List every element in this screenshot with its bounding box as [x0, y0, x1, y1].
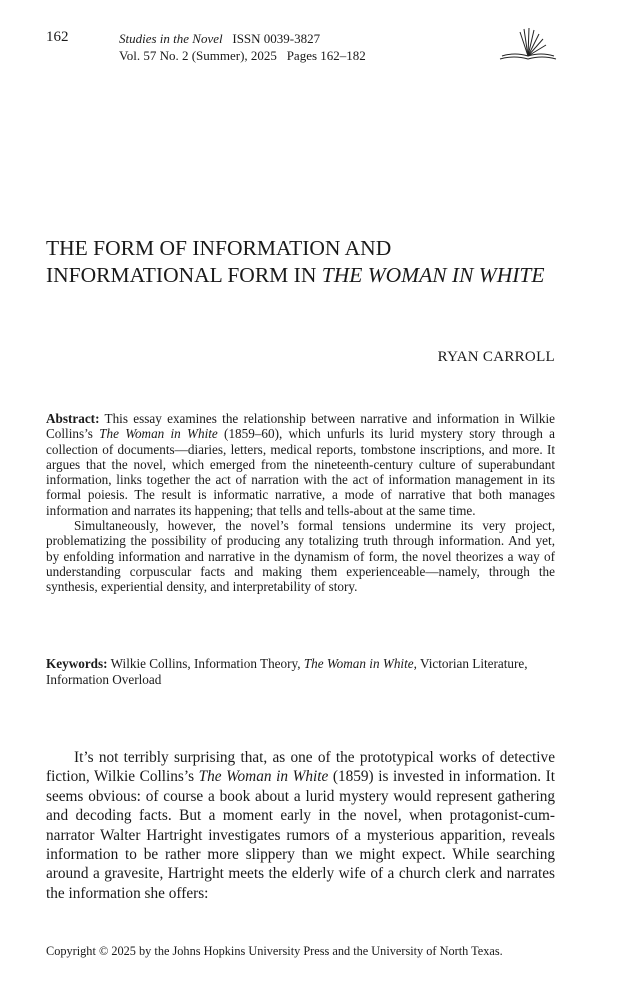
abstract-paragraph-1 [46, 411, 555, 518]
title-text: THE FORM OF INFORMATION AND INFORMATIONAL FORM IN [46, 236, 392, 287]
open-book-icon [498, 26, 558, 62]
issue: Vol. 57 No. 2 (Summer), 2025 [119, 48, 277, 63]
body-paragraph-1 [46, 748, 555, 903]
abstract-paragraph-2: Simultaneously, however, the novel’s formal tensions undermine its very project, problematizing the possibility of producing any totalizing truth through information. And yet, by enfolding information and narrative in the dynamism of form, the novel theorizes a way of understanding corpuscular facts and making them experienceable—namely, through the synthesis, experiential density, and interpretability of story. [46, 518, 555, 595]
journal-line-1 [119, 30, 366, 47]
issn: ISSN 0039-3827 [232, 31, 321, 46]
abstract-label: Abstract: [46, 411, 100, 426]
keywords-text-1: Wilkie Collins, Information Theory, [107, 656, 304, 671]
keywords [46, 656, 555, 688]
keywords-italic: The Woman in White [303, 656, 414, 671]
abstract-text-1b: (1859–60), which unfurls its lurid mystery story through a collection of documents—diaries, letters, medical reports, tombstone inscriptions, and more. It argues that the novel, which emerged from the nineteenth-century culture of superabundant information, links together the act of narration with the act of information management in its formal poiesis. The result is informatic narrative, a mode of narrative that both manages information and narrates its happening; that tells and tells-about at the same time. [46, 426, 555, 518]
abstract-title-italic: The Woman in White [99, 426, 218, 442]
title-italic: THE WOMAN IN WHITE [321, 263, 545, 287]
journal-line-2 [119, 47, 366, 64]
article-title [46, 235, 566, 289]
keywords-text-2: , Victorian Literature, Information Overload [46, 656, 528, 687]
journal-name: Studies in the Novel [119, 31, 223, 46]
journal-header [119, 30, 366, 64]
copyright: Copyright © 2025 by the Johns Hopkins University Press and the University of North Texas. [46, 944, 503, 958]
keywords-label: Keywords: [46, 656, 108, 671]
body-text-1a: It’s not terribly surprising that, as one of the prototypical works of detective fiction, Wilkie Collins’s [46, 749, 555, 786]
abstract-text-1a: This essay examines the relationship between narrative and information in Wilkie Collins’s [46, 411, 555, 442]
body-text [46, 748, 555, 903]
author: RYAN CARROLL [437, 349, 555, 365]
page-range: Pages 162–182 [286, 48, 366, 63]
abstract [46, 411, 555, 595]
body-title-italic: The Woman in White [198, 768, 329, 786]
page-number: 162 [46, 29, 69, 45]
body-text-1b: (1859) is invested in information. It seems obvious: of course a book about a lurid mystery would represent gathering and decoding facts. But a moment early in the novel, when protagonist-cum-narrator Walter Hartright investigates rumors of a mysterious apparition, reveals information to be rather more slippery than we might expect. While searching around a gravesite, Hartright meets the elderly wife of a church clerk and narrates the information she offers: [46, 768, 556, 902]
